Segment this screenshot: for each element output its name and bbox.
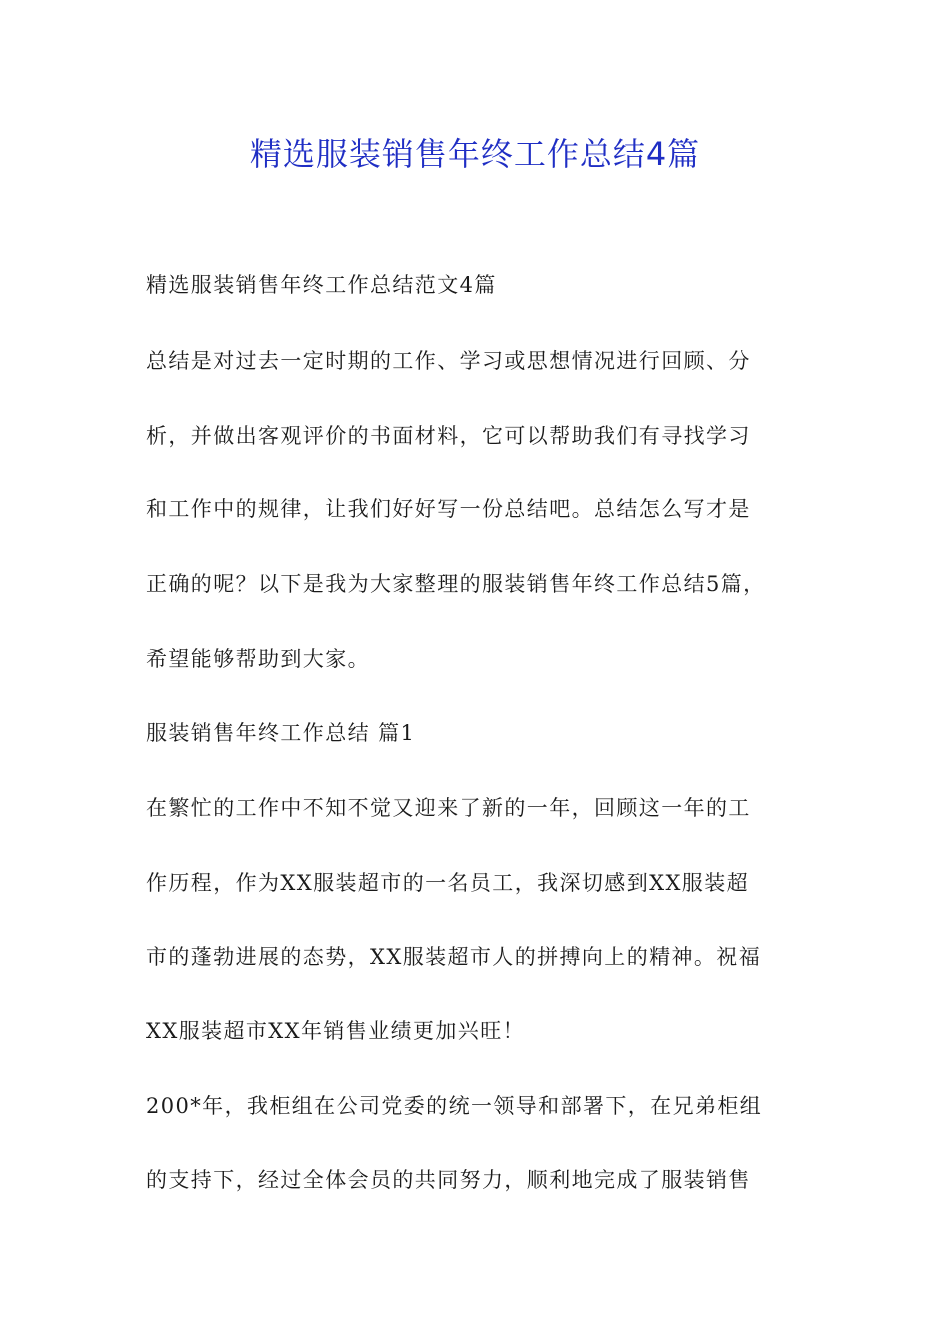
- paragraph-line: 正确的呢？以下是我为大家整理的服装销售年终工作总结5篇，: [146, 572, 766, 596]
- paragraph-line: 和工作中的规律，让我们好好写一份总结吧。总结怎么写才是: [146, 497, 751, 521]
- paragraph-line: 作历程，作为XX服装超市的一名员工，我深切感到XX服装超: [146, 871, 749, 895]
- paragraph-line: 希望能够帮助到大家。: [146, 647, 370, 671]
- paragraph-line: 总结是对过去一定时期的工作、学习或思想情况进行回顾、分: [146, 349, 751, 373]
- subtitle-line: 精选服装销售年终工作总结范文4篇: [146, 273, 497, 297]
- section-heading: 服装销售年终工作总结 篇1: [146, 721, 416, 745]
- paragraph-line: 析，并做出客观评价的书面材料，它可以帮助我们有寻找学习: [146, 424, 751, 448]
- paragraph-line: XX服装超市XX年销售业绩更加兴旺！: [146, 1019, 525, 1043]
- paragraph-line: 市的蓬勃进展的态势，XX服装超市人的拼搏向上的精神。祝福: [146, 945, 762, 969]
- paragraph-line: 的支持下，经过全体会员的共同努力，顺利地完成了服装销售: [146, 1168, 751, 1192]
- document-title: 精选服装销售年终工作总结4篇: [249, 135, 701, 173]
- paragraph-line: 200*年，我柜组在公司党委的统一领导和部署下，在兄弟柜组: [146, 1094, 763, 1118]
- paragraph-line: 在繁忙的工作中不知不觉又迎来了新的一年，回顾这一年的工: [146, 796, 751, 820]
